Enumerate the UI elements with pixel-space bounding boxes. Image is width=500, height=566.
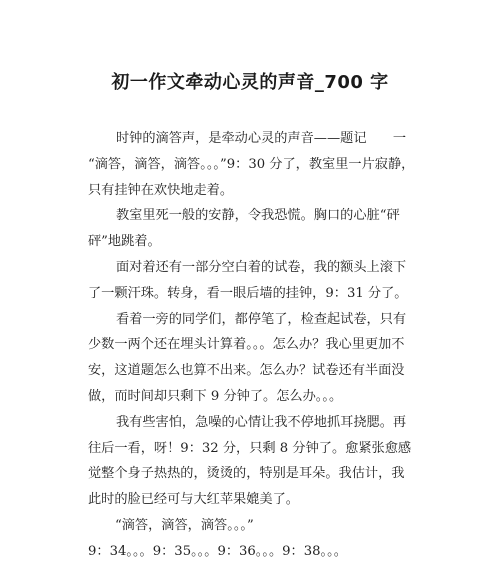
paragraph-line: “滴答，滴答，滴答。。。”9：30 分了，教室里一片寂静， xyxy=(88,156,415,172)
paragraph-line: 觉整个身子热热的，烫烫的，特别是耳朵。我估计，我 xyxy=(88,466,405,482)
document-title: 初一作文牵动心灵的声音_700 字 xyxy=(111,72,389,93)
paragraph-line: 少数一两个还在埋头计算着。。。怎么办？我心里更加不 xyxy=(88,337,405,353)
paragraph-line: “滴答，滴答，滴答。。。” xyxy=(115,517,254,533)
paragraph-line: 只有挂钟在欢快地走着。 xyxy=(88,182,234,198)
paragraph-line: 教室里死一般的安静，令我恐慌。胸口的心脏“砰 xyxy=(116,208,400,224)
paragraph-line: 往后一看，呀！9：32 分，只剩 8 分钟了。愈紧张愈感 xyxy=(88,440,412,456)
paragraph-line: 了一颗汗珠。转身，看一眼后墙的挂钟，9：31 分了。 xyxy=(88,285,408,301)
paragraph-line: 看着一旁的同学们，都停笔了，检查起试卷，只有 xyxy=(116,311,407,327)
paragraph-line: 9：34。。。9：35。。。9：36。。。9：38。。。 xyxy=(88,543,347,559)
paragraph-line: 做，而时间却只剩下 9 分钟了。怎么办。。。 xyxy=(88,388,343,404)
paragraph-line: 我有些害怕，急噪的心情让我不停地抓耳挠腮。再 xyxy=(116,414,407,430)
paragraph-line: 时钟的滴答声，是牵动心灵的声音——题记 一 xyxy=(116,131,407,146)
paragraph-line: 面对着还有一部分空白着的试卷，我的额头上滚下 xyxy=(116,259,407,275)
document-body xyxy=(88,126,418,565)
paragraph-line: 砰”地跳着。 xyxy=(88,234,161,250)
paragraph-line: 此时的脸已经可与大红苹果媲美了。 xyxy=(88,492,299,508)
paragraph-line: 安，这道题怎么也算不出来。怎么办？试卷还有半面没 xyxy=(88,363,405,379)
